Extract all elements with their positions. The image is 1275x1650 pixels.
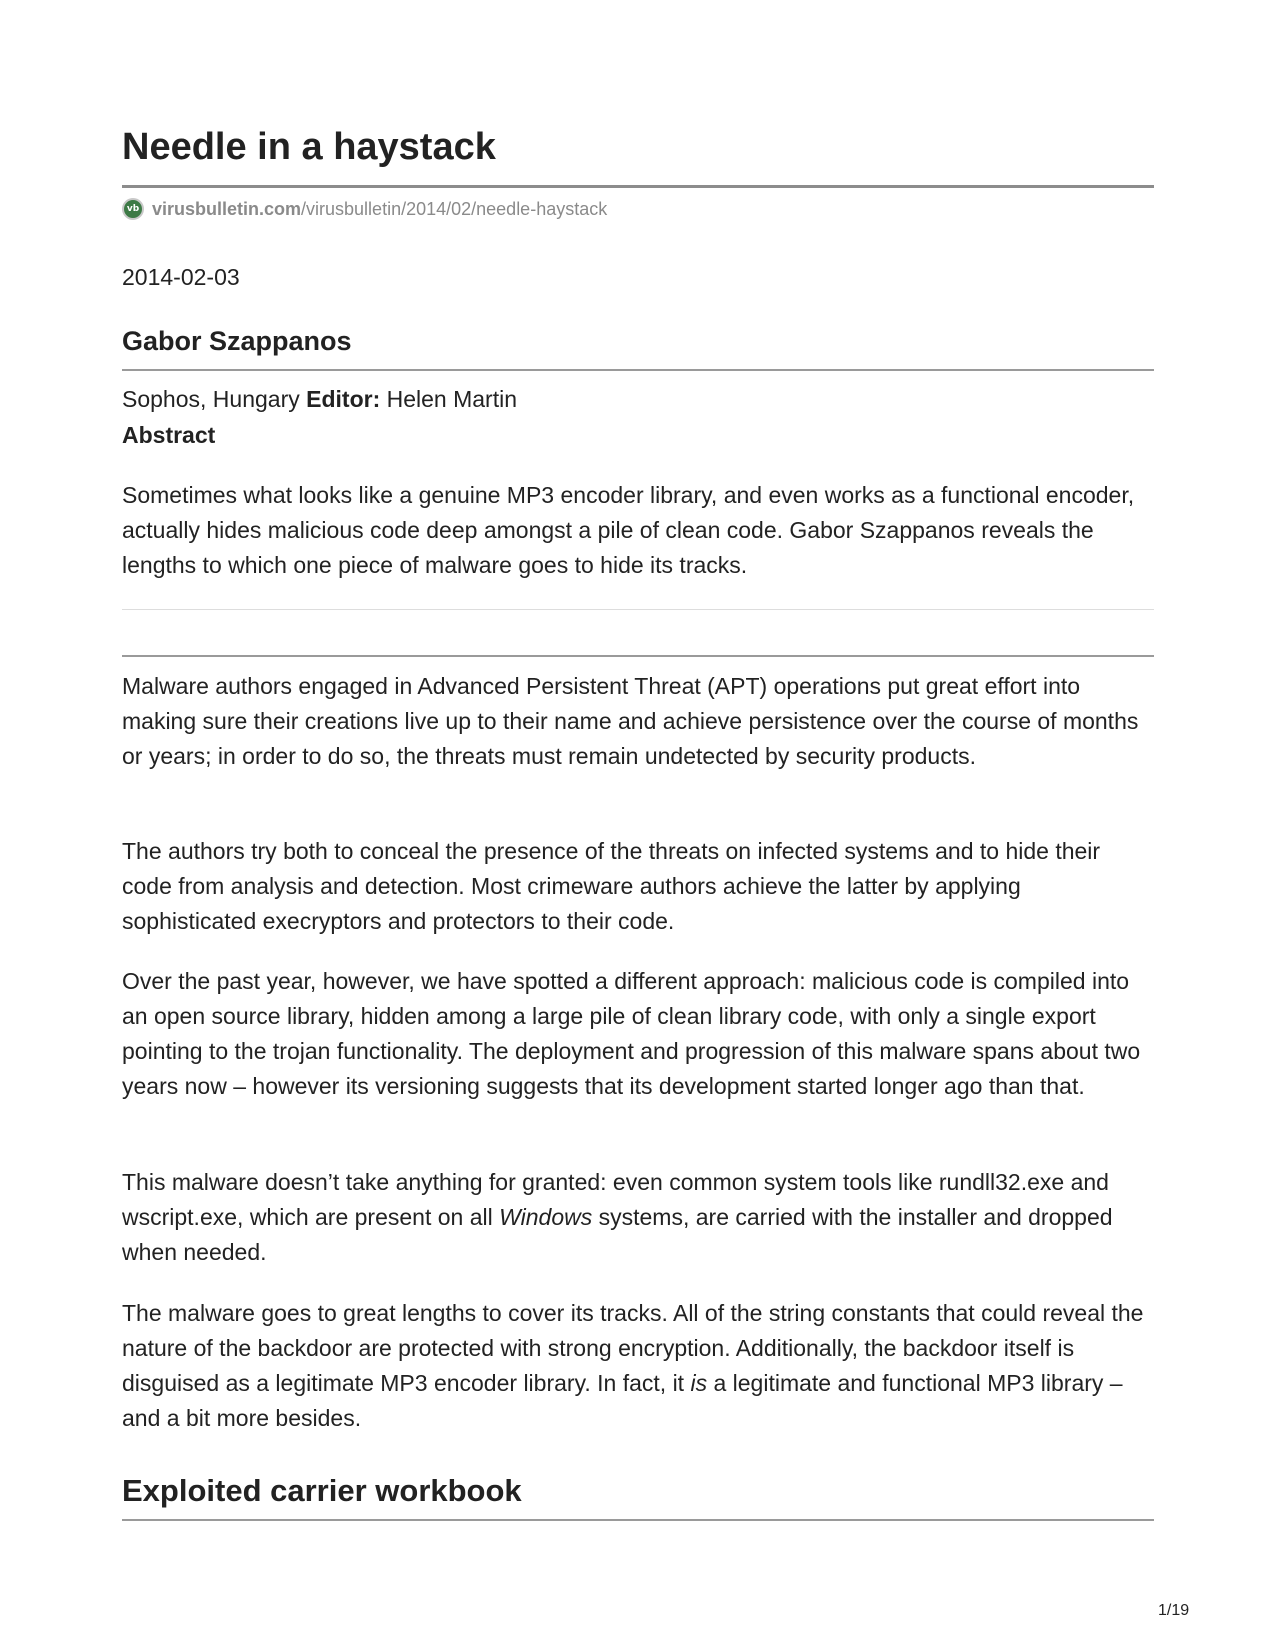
paragraph-italic: is bbox=[690, 1370, 708, 1396]
abstract-heading: Abstract bbox=[122, 422, 216, 448]
affiliation-line bbox=[122, 384, 517, 414]
editor-name: Helen Martin bbox=[386, 386, 518, 412]
body-paragraph: Over the past year, however, we have spotted a different approach: malicious code is compiled into an open source library, hidden among a large pile of clean library code, with only a single export pointing to the trojan functionality. The deployment and progression of this malware spans about two years now – however its versioning suggests that its development started longer ago than that. bbox=[122, 968, 1141, 1099]
paragraph-text: a legitimate and functional MP3 library – and a bit more besides. bbox=[122, 1370, 1123, 1431]
affiliation: Sophos, Hungary bbox=[122, 386, 300, 412]
author-name: Gabor Szappanos bbox=[122, 326, 352, 356]
source-path: /virusbulletin/2014/02/needle-haystack bbox=[301, 198, 608, 219]
paragraph-text: systems, are carried with the installer and dropped when needed. bbox=[122, 1204, 1113, 1265]
source-link[interactable] bbox=[122, 196, 607, 222]
publish-date: 2014-02-03 bbox=[122, 264, 240, 290]
abstract-divider bbox=[122, 609, 1154, 610]
body-divider bbox=[122, 655, 1154, 657]
title-divider bbox=[122, 185, 1154, 188]
paragraph-italic: Windows bbox=[499, 1204, 593, 1230]
body-paragraph: Malware authors engaged in Advanced Persistent Threat (APT) operations put great effort into making sure their creations live up to their name and achieve persistence over the course of months or years; in order to do so, the threats must remain undetected by security products. bbox=[122, 673, 1139, 769]
virusbulletin-logo-icon: vb bbox=[122, 198, 144, 220]
body-paragraph: The authors try both to conceal the presence of the threats on infected systems and to hide their code from analysis and detection. Most crimeware authors achieve the latter by applying sophisticated execryptors and protectors to their code. bbox=[122, 838, 1101, 934]
source-domain: virusbulletin.com bbox=[152, 198, 302, 219]
page-title: Needle in a haystack bbox=[122, 126, 496, 168]
paragraph-text: This malware doesn’t take anything for granted: even common system tools like rundll32.exe and wscript.exe, which are present on all bbox=[122, 1169, 1109, 1230]
author-divider bbox=[122, 369, 1154, 371]
abstract-text: Sometimes what looks like a genuine MP3 encoder library, and even works as a functional encoder, actually hides malicious code deep amongst a pile of clean code. Gabor Szappanos reveals the lengths to which one piece of malware goes to hide its tracks. bbox=[122, 482, 1135, 578]
body-paragraph bbox=[122, 1296, 1154, 1436]
body-paragraph bbox=[122, 1165, 1154, 1270]
editor-label: Editor: bbox=[306, 386, 381, 412]
page-number: 1/19 bbox=[1158, 1602, 1190, 1619]
paragraph-text: The malware goes to great lengths to cover its tracks. All of the string constants that could reveal the nature of the backdoor are protected with strong encryption. Additionally, the backdoor itself is disguised as a legitimate MP3 encoder library. In fact, it bbox=[122, 1300, 1144, 1396]
section-divider bbox=[122, 1519, 1154, 1521]
section-heading: Exploited carrier workbook bbox=[122, 1473, 522, 1508]
